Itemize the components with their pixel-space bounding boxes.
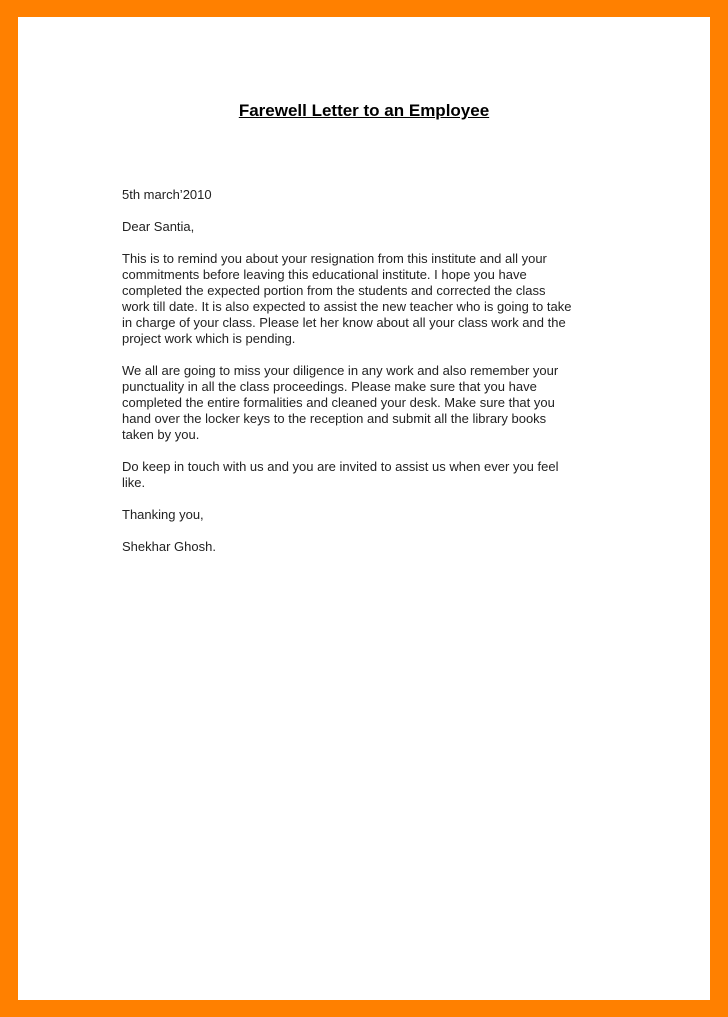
letter-signature: Shekhar Ghosh. xyxy=(122,539,216,554)
letter-paragraph-3: Do keep in touch with us and you are invited to assist us when ever you feel like. xyxy=(122,459,559,490)
letter-paragraph-1: This is to remind you about your resignation from this institute and all your commitments before leaving this educational institute. I hope you have completed the expected portion from the students and corrected the class work till date. It is also expected to assist the new teacher who is going to take in charge of your class. Please let her know about all your class work and the project work which is pending. xyxy=(122,251,572,346)
letter-page xyxy=(18,17,710,1000)
letter-paragraph-2: We all are going to miss your diligence in any work and also remember your punctuality in all the class proceedings. Please make sure that you have completed the entire formalities and cleaned your desk. Make sure that you hand over the locker keys to the reception and submit all the library books taken by you. xyxy=(122,363,559,442)
letter-closing: Thanking you, xyxy=(122,507,204,522)
letter-salutation: Dear Santia, xyxy=(122,219,195,234)
letter-date: 5th march’2010 xyxy=(122,187,212,202)
letter-body xyxy=(122,187,622,571)
letter-title: Farewell Letter to an Employee xyxy=(238,101,490,120)
